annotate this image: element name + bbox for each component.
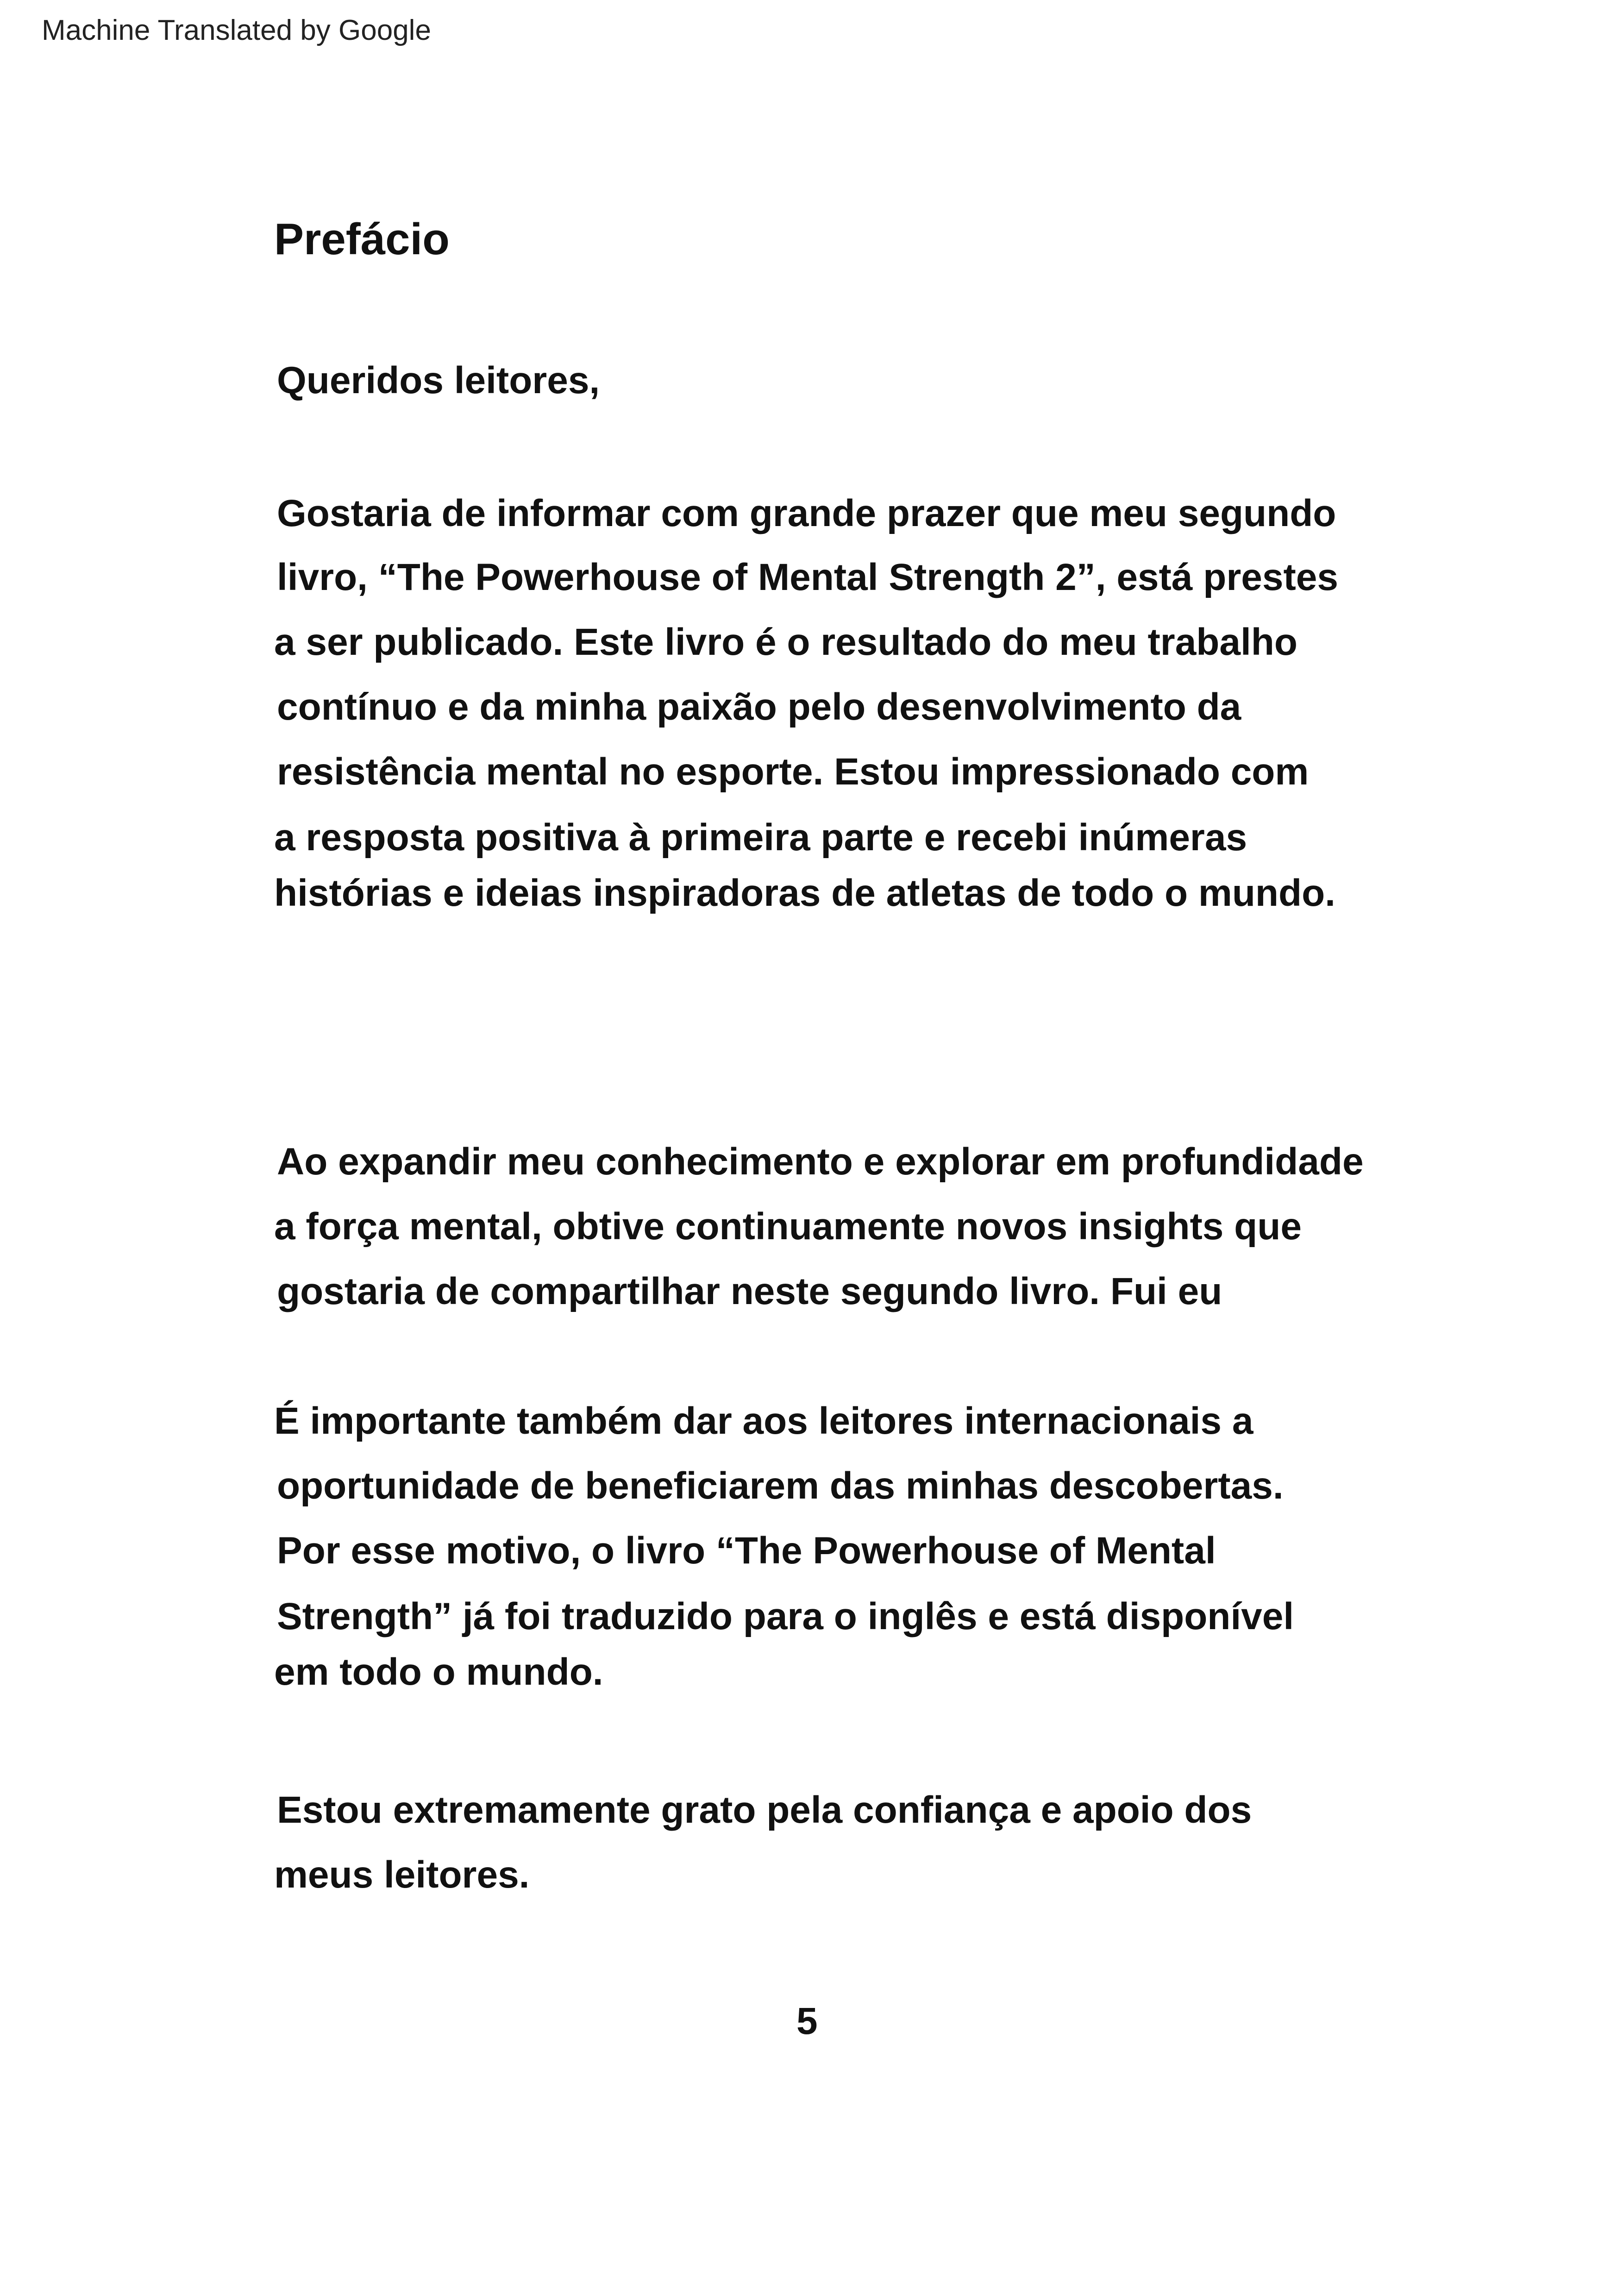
paragraph-line: contínuo e da minha paixão pelo desenvolvimento da bbox=[277, 686, 1241, 728]
page-number: 5 bbox=[796, 2000, 818, 2042]
paragraph-line: em todo o mundo. bbox=[274, 1651, 603, 1693]
paragraph-line: oportunidade de beneficiarem das minhas descobertas. bbox=[277, 1465, 1284, 1507]
paragraph-line: livro, “The Powerhouse of Mental Strength 2”, está prestes bbox=[277, 556, 1338, 598]
paragraph-line: a ser publicado. Este livro é o resultado do meu trabalho bbox=[274, 621, 1297, 663]
paragraph-line: a resposta positiva à primeira parte e recebi inúmeras bbox=[274, 816, 1247, 859]
paragraph-line: Gostaria de informar com grande prazer que meu segundo bbox=[277, 492, 1336, 534]
paragraph-line: histórias e ideias inspiradoras de atletas de todo o mundo. bbox=[274, 872, 1335, 914]
greeting: Queridos leitores, bbox=[277, 359, 600, 401]
paragraph-line: Ao expandir meu conhecimento e explorar em profundidade bbox=[277, 1141, 1364, 1183]
paragraph-line: a força mental, obtive continuamente novos insights que bbox=[274, 1205, 1302, 1248]
machine-translation-note: Machine Translated by Google bbox=[42, 14, 431, 46]
paragraph-line: Estou extremamente grato pela confiança e apoio dos bbox=[277, 1789, 1252, 1831]
paragraph-line: É importante também dar aos leitores internacionais a bbox=[274, 1400, 1253, 1442]
paragraph-line: Por esse motivo, o livro “The Powerhouse of Mental bbox=[277, 1530, 1216, 1572]
page-title: Prefácio bbox=[274, 214, 450, 264]
paragraph-line: meus leitores. bbox=[274, 1854, 530, 1896]
paragraph-line: gostaria de compartilhar neste segundo livro. Fui eu bbox=[277, 1270, 1222, 1312]
paragraph-line: Strength” já foi traduzido para o inglês e está disponível bbox=[277, 1595, 1294, 1637]
paragraph-line: resistência mental no esporte. Estou impressionado com bbox=[277, 751, 1309, 793]
